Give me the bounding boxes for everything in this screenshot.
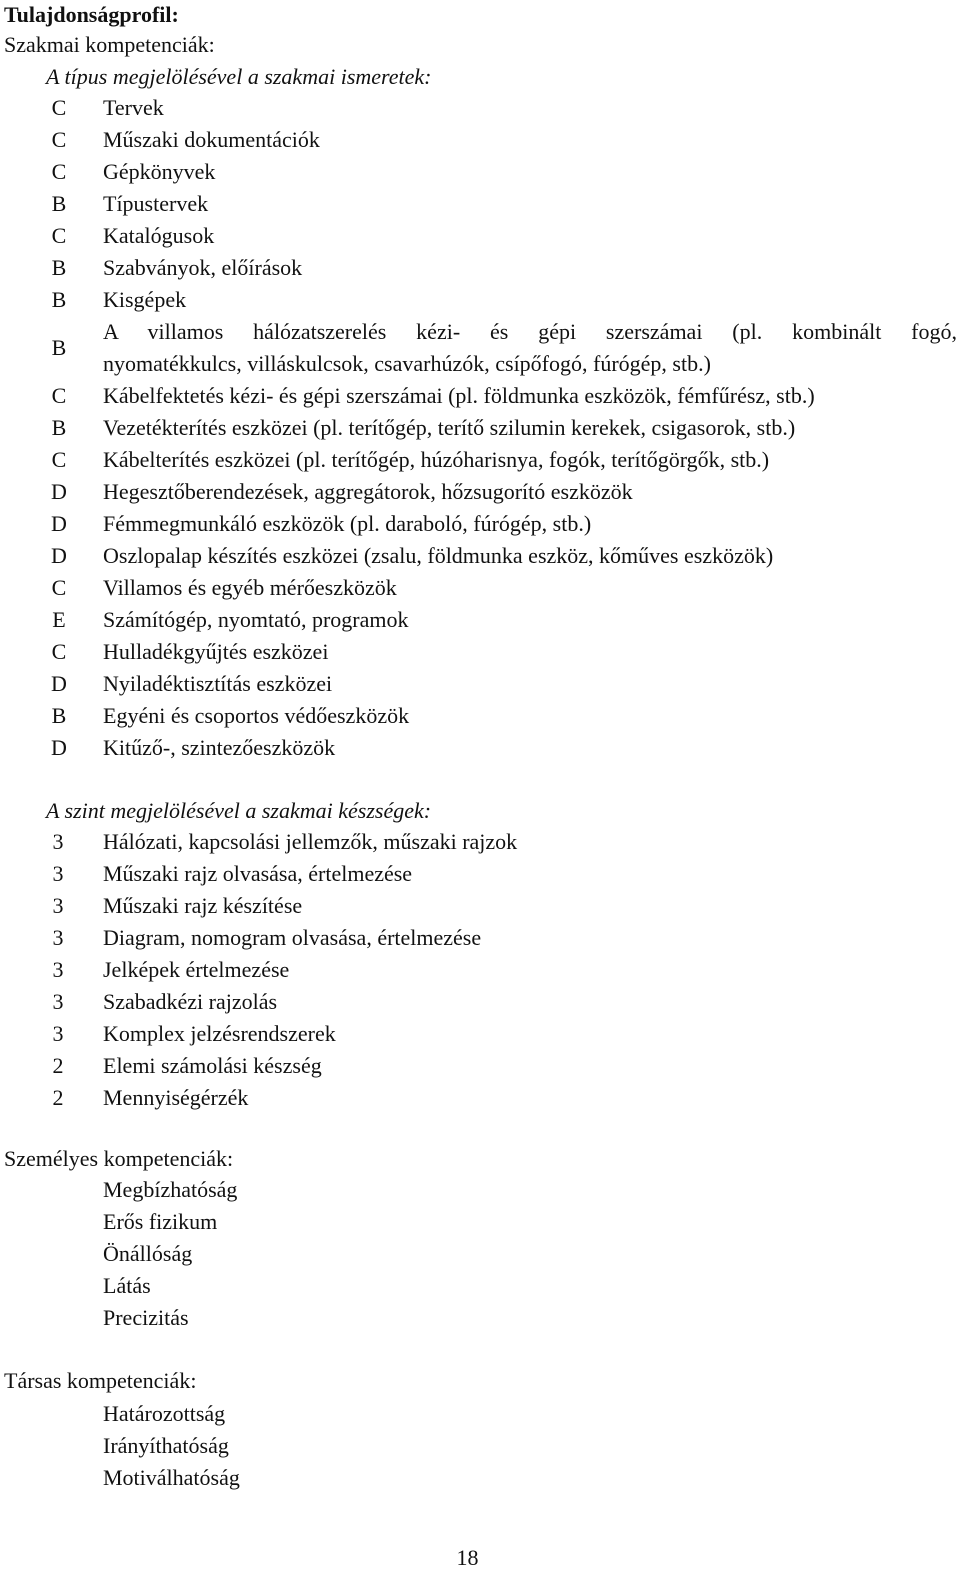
personal-item: Erős fizikum xyxy=(103,1209,218,1234)
skill-text: Jelképek értelmezése xyxy=(103,957,290,982)
knowledge-row xyxy=(0,604,960,636)
personal-item: Precizitás xyxy=(103,1305,189,1330)
knowledge-text-line-1: A villamos hálózatszerelés kézi- és gépi szerszámai (pl. kombinált fogó, xyxy=(103,319,957,344)
knowledge-row xyxy=(0,508,960,540)
knowledge-row-wrapped xyxy=(0,316,960,380)
skill-row xyxy=(0,986,960,1018)
skill-level: 3 xyxy=(52,861,64,886)
personal-heading: Személyes kompetenciák: xyxy=(4,1146,234,1171)
skill-row xyxy=(0,922,960,954)
knowledge-text: Kitűző-, szintezőeszközök xyxy=(103,735,336,760)
knowledge-code: D xyxy=(51,543,67,568)
knowledge-row xyxy=(0,380,960,412)
skill-row xyxy=(0,858,960,890)
knowledge-code: B xyxy=(51,255,67,280)
knowledge-text: Egyéni és csoportos védőeszközök xyxy=(103,703,410,728)
knowledge-text-line-2: nyomatékkulcs, villáskulcsok, csavarhúzók, csípőfogó, fúrógép, stb.) xyxy=(103,351,711,376)
knowledge-code: B xyxy=(51,703,67,728)
professional-heading: Szakmai kompetenciák: xyxy=(4,32,215,57)
skills-heading: A szint megjelölésével a szakmai készségek: xyxy=(46,798,432,823)
knowledge-code: C xyxy=(51,127,67,152)
knowledge-text: Kábelterítés eszközei (pl. terítőgép, húzóharisnya, fogók, terítőgörgők, stb.) xyxy=(103,447,770,472)
knowledge-row xyxy=(0,252,960,284)
knowledge-code: D xyxy=(51,479,67,504)
knowledge-text: Kábelfektetés kézi- és gépi szerszámai (pl. földmunka eszközök, fémfűrész, stb.) xyxy=(103,383,815,408)
skill-text: Mennyiségérzék xyxy=(103,1085,249,1110)
knowledge-text: Vezetékterítés eszközei (pl. terítőgép, terítő szilumin kerekek, csigasorok, stb.) xyxy=(103,415,796,440)
knowledge-text: Villamos és egyéb mérőeszközök xyxy=(103,575,397,600)
knowledge-row xyxy=(0,124,960,156)
knowledge-row xyxy=(0,540,960,572)
knowledge-row xyxy=(0,444,960,476)
skill-level: 3 xyxy=(52,957,64,982)
skill-row xyxy=(0,954,960,986)
knowledge-text: Katalógusok xyxy=(103,223,215,248)
knowledge-row xyxy=(0,188,960,220)
knowledge-row xyxy=(0,636,960,668)
skill-level: 3 xyxy=(52,1021,64,1046)
knowledge-text: Számítógép, nyomtató, programok xyxy=(103,607,409,632)
skill-level: 3 xyxy=(52,829,64,854)
skill-row xyxy=(0,1018,960,1050)
skill-row xyxy=(0,826,960,858)
knowledge-text: Nyiladéktisztítás eszközei xyxy=(103,671,333,696)
knowledge-row xyxy=(0,572,960,604)
knowledge-code: C xyxy=(51,95,67,120)
knowledge-text: Hulladékgyűjtés eszközei xyxy=(103,639,329,664)
personal-item: Önállóság xyxy=(103,1241,193,1266)
knowledge-row xyxy=(0,156,960,188)
skill-level: 2 xyxy=(52,1053,64,1078)
skill-level: 2 xyxy=(52,1085,64,1110)
knowledge-text: Műszaki dokumentációk xyxy=(103,127,320,152)
knowledge-row xyxy=(0,700,960,732)
social-item: Irányíthatóság xyxy=(103,1433,229,1458)
skill-text: Komplex jelzésrendszerek xyxy=(103,1021,336,1046)
skill-level: 3 xyxy=(52,893,64,918)
knowledge-code: D xyxy=(51,735,67,760)
knowledge-text: Szabványok, előírások xyxy=(103,255,303,280)
social-item: Motiválhatóság xyxy=(103,1465,240,1490)
skill-text: Diagram, nomogram olvasása, értelmezése xyxy=(103,925,482,950)
knowledge-row xyxy=(0,220,960,252)
knowledge-row xyxy=(0,412,960,444)
skill-level: 3 xyxy=(52,989,64,1014)
knowledge-text: Gépkönyvek xyxy=(103,159,216,184)
skill-text: Elemi számolási készség xyxy=(103,1053,322,1078)
skill-row xyxy=(0,1050,960,1082)
personal-item: Látás xyxy=(103,1273,151,1298)
knowledge-row xyxy=(0,284,960,316)
knowledge-text: Típustervek xyxy=(103,191,209,216)
knowledge-code: C xyxy=(51,159,67,184)
knowledge-code: B xyxy=(51,287,67,312)
social-item: Határozottság xyxy=(103,1401,226,1426)
knowledge-code: D xyxy=(51,511,67,536)
knowledge-text: Tervek xyxy=(103,95,164,120)
knowledge-text xyxy=(103,316,957,380)
social-heading: Társas kompetenciák: xyxy=(4,1368,197,1393)
knowledge-code: B xyxy=(51,335,67,360)
knowledge-row xyxy=(0,92,960,124)
skill-row xyxy=(0,890,960,922)
personal-item: Megbízhatóság xyxy=(103,1177,238,1202)
skill-text: Szabadkézi rajzolás xyxy=(103,989,278,1014)
knowledge-code: B xyxy=(51,415,67,440)
skill-text: Műszaki rajz készítése xyxy=(103,893,303,918)
page-number: 18 xyxy=(456,1545,479,1570)
knowledge-text: Hegesztőberendezések, aggregátorok, hőzsugorító eszközök xyxy=(103,479,633,504)
knowledge-row xyxy=(0,732,960,764)
knowledge-text: Kisgépek xyxy=(103,287,187,312)
knowledge-code: C xyxy=(51,447,67,472)
knowledge-code: D xyxy=(51,671,67,696)
knowledge-row xyxy=(0,476,960,508)
knowledge-text: Oszlopalap készítés eszközei (zsalu, földmunka eszköz, kőműves eszközök) xyxy=(103,543,774,568)
knowledge-code: B xyxy=(51,191,67,216)
skill-row xyxy=(0,1082,960,1114)
knowledge-code: C xyxy=(51,575,67,600)
knowledge-row xyxy=(0,668,960,700)
skill-level: 3 xyxy=(52,925,64,950)
skill-text: Műszaki rajz olvasása, értelmezése xyxy=(103,861,413,886)
profile-title: Tulajdonságprofil: xyxy=(4,2,179,27)
skill-text: Hálózati, kapcsolási jellemzők, műszaki rajzok xyxy=(103,829,518,854)
knowledge-text: Fémmegmunkáló eszközök (pl. daraboló, fúrógép, stb.) xyxy=(103,511,592,536)
knowledge-code: C xyxy=(51,223,67,248)
knowledge-heading: A típus megjelölésével a szakmai ismeretek: xyxy=(46,64,432,89)
knowledge-code: E xyxy=(52,607,66,632)
knowledge-code: C xyxy=(51,639,67,664)
knowledge-code: C xyxy=(51,383,67,408)
